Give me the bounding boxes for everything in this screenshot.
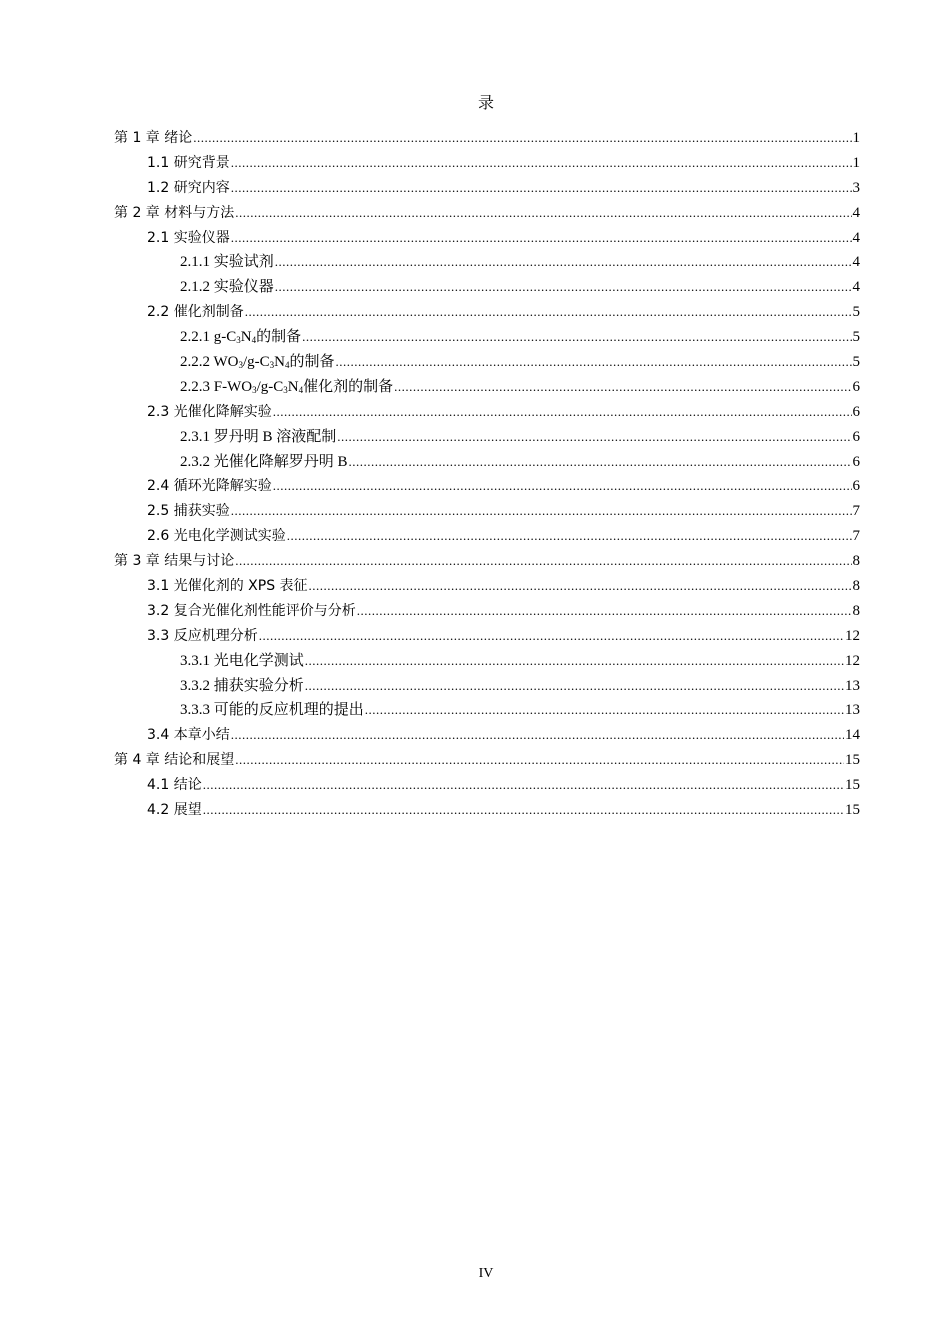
toc-entry-label (180, 425, 336, 450)
label-text: N (274, 354, 285, 371)
label-text: 3.3.1 光电化学测试 (180, 652, 304, 669)
toc-entry[interactable] (114, 300, 860, 325)
toc-entry-page: 12 (845, 652, 860, 669)
subscript: 4 (285, 360, 290, 371)
toc-entry[interactable] (114, 474, 860, 499)
toc-entry-page: 13 (845, 702, 860, 719)
label-text: 第 4 章 结论和展望 (114, 752, 235, 769)
toc-entry[interactable] (114, 201, 860, 226)
dot-leader (235, 748, 844, 773)
label-text: 2.2.2 WO (180, 354, 239, 371)
label-text: 2.2.3 F-WO (180, 378, 253, 395)
label-text: 第 3 章 结果与讨论 (114, 553, 235, 570)
toc-entry-page: 4 (852, 204, 860, 221)
toc-entry-page: 4 (852, 279, 860, 296)
toc-entry-page: 7 (852, 528, 860, 545)
label-text: 4.1 结论 (147, 777, 202, 794)
toc-entry-label (180, 674, 304, 699)
toc-entry-label (147, 151, 230, 176)
dot-leader (231, 151, 852, 176)
toc-entry-label (180, 250, 274, 275)
toc-entry-page: 12 (845, 627, 860, 644)
toc-entry[interactable] (114, 425, 860, 450)
label-text: 3.1 光催化剂的 XPS 表征 (147, 578, 308, 595)
toc-entry[interactable] (114, 748, 860, 773)
toc-entry[interactable] (114, 151, 860, 176)
dot-leader (275, 275, 852, 300)
toc-entry[interactable] (114, 350, 860, 375)
subscript: 3 (269, 360, 275, 371)
toc-entry-label (180, 649, 304, 674)
dot-leader (193, 126, 851, 151)
toc-entry[interactable] (114, 375, 860, 400)
label-text: 4.2 展望 (147, 802, 202, 819)
dot-leader (349, 450, 852, 475)
toc-entry[interactable] (114, 400, 860, 425)
label-text: 3.3.3 可能的反应机理的提出 (180, 702, 364, 719)
label-text: 的制备 (256, 329, 302, 346)
toc-entry[interactable] (114, 250, 860, 275)
label-text: 3.3.2 捕获实验分析 (180, 677, 304, 694)
toc-entry-label (147, 176, 230, 201)
toc-entry-label (180, 450, 348, 475)
toc-entry-page: 15 (845, 802, 860, 819)
subscript: 3 (283, 384, 288, 395)
toc-entry[interactable] (114, 549, 860, 574)
table-of-contents (114, 126, 860, 823)
label-text: 2.3.2 光催化降解罗丹明 B (180, 453, 348, 470)
dot-leader (365, 698, 844, 723)
toc-entry[interactable] (114, 126, 860, 151)
label-text: 2.2 催化剂制备 (147, 304, 244, 321)
label-text: 2.3.1 罗丹明 B 溶液配制 (180, 428, 337, 445)
toc-entry-page: 13 (845, 677, 860, 694)
toc-entry-label (180, 698, 364, 723)
toc-entry-label (147, 624, 258, 649)
dot-leader (305, 649, 844, 674)
toc-entry-page: 6 (852, 478, 860, 495)
toc-entry-page: 1 (852, 130, 860, 146)
toc-entry[interactable] (114, 524, 860, 549)
toc-entry[interactable] (114, 176, 860, 201)
toc-entry[interactable] (114, 773, 860, 798)
toc-entry-page: 4 (852, 229, 860, 246)
label-text: 3.3 反应机理分析 (147, 627, 258, 644)
toc-entry-label (147, 226, 230, 251)
toc-entry-label (147, 599, 356, 624)
label-text: 2.6 光电化学测试实验 (147, 528, 286, 545)
toc-entry-label (147, 474, 272, 499)
label-text: 2.5 捕获实验 (147, 503, 230, 520)
label-text: 2.3 光催化降解实验 (147, 403, 272, 420)
toc-entry[interactable] (114, 798, 860, 823)
label-text: 2.4 循环光降解实验 (147, 478, 272, 495)
toc-entry-page: 8 (852, 553, 860, 570)
dot-leader (309, 574, 852, 599)
toc-entry[interactable] (114, 325, 860, 350)
label-text: 第 1 章 绪论 (114, 130, 193, 146)
label-text: 第 2 章 材料与方法 (114, 204, 235, 221)
toc-entry-label (147, 574, 308, 599)
toc-entry[interactable] (114, 450, 860, 475)
label-text: 2.1 实验仪器 (147, 229, 230, 246)
toc-entry[interactable] (114, 226, 860, 251)
toc-entry-label (114, 126, 192, 151)
toc-entry[interactable] (114, 698, 860, 723)
label-text: /g-C (256, 378, 284, 395)
dot-leader (302, 325, 851, 350)
dot-leader (231, 499, 852, 524)
label-text: 2.2.1 g-C (180, 329, 237, 346)
toc-entry-label (114, 748, 234, 773)
label-text: 催化剂的制备 (303, 378, 394, 395)
dot-leader (357, 599, 852, 624)
subscript: 3 (236, 335, 241, 346)
page-title: 录 (477, 95, 494, 112)
toc-entry-label (180, 375, 393, 403)
dot-leader (394, 375, 851, 400)
toc-entry-page: 4 (852, 254, 860, 271)
dot-leader (305, 674, 844, 699)
label-text: 1.2 研究内容 (147, 179, 230, 196)
toc-entry[interactable] (114, 624, 860, 649)
toc-entry-page: 14 (845, 727, 860, 744)
label-text: N (287, 378, 299, 395)
subscript: 4 (251, 335, 257, 346)
page-number: IV (478, 1266, 494, 1281)
label-text: 3.4 本章小结 (147, 727, 230, 744)
label-text: 2.1.2 实验仪器 (180, 279, 274, 296)
subscript: 4 (298, 384, 304, 395)
toc-entry-page: 15 (845, 752, 860, 769)
dot-leader (287, 524, 852, 549)
subscript: 3 (252, 384, 257, 395)
dot-leader (245, 300, 852, 325)
toc-entry-page: 1 (852, 154, 860, 171)
toc-entry-page: 6 (852, 453, 860, 470)
toc-entry-page: 15 (845, 777, 860, 794)
toc-entry-page: 6 (852, 378, 860, 395)
toc-entry[interactable] (114, 499, 860, 524)
toc-entry-label (147, 300, 244, 325)
toc-entry[interactable] (114, 674, 860, 699)
dot-leader (273, 474, 852, 499)
label-text: 2.1.1 实验试剂 (180, 254, 274, 271)
toc-entry-page: 6 (852, 428, 860, 445)
toc-entry-page: 6 (852, 403, 860, 420)
toc-entry-label (147, 524, 286, 549)
toc-entry-label (180, 350, 335, 378)
toc-entry-label (180, 325, 301, 353)
dot-leader (203, 798, 844, 823)
toc-entry-page: 8 (852, 602, 860, 619)
dot-leader (235, 549, 851, 574)
toc-entry-label (147, 723, 230, 748)
toc-entry-label (114, 201, 234, 226)
toc-entry[interactable] (114, 574, 860, 599)
dot-leader (231, 723, 844, 748)
toc-entry-page: 8 (852, 578, 860, 595)
toc-entry-page: 5 (852, 304, 860, 321)
toc-entry-page: 7 (852, 503, 860, 520)
toc-entry-label (114, 549, 234, 574)
toc-entry[interactable] (114, 599, 860, 624)
dot-leader (231, 176, 852, 201)
label-text: N (240, 329, 252, 346)
toc-entry-label (147, 773, 202, 798)
dot-leader (231, 226, 852, 251)
toc-entry-label (147, 400, 272, 425)
toc-entry[interactable] (114, 723, 860, 748)
dot-leader (275, 250, 852, 275)
toc-entry-page: 3 (852, 179, 860, 196)
dot-leader (337, 425, 851, 450)
toc-entry[interactable] (114, 275, 860, 300)
dot-leader (203, 773, 844, 798)
toc-entry-page: 5 (852, 329, 860, 346)
toc-entry-label (180, 275, 274, 300)
dot-leader (336, 350, 852, 375)
toc-entry-label (147, 798, 202, 823)
label-text: 1.1 研究背景 (147, 154, 230, 171)
toc-entry[interactable] (114, 649, 860, 674)
label-text: /g-C (242, 354, 270, 371)
dot-leader (235, 201, 851, 226)
dot-leader (273, 400, 852, 425)
dot-leader (259, 624, 844, 649)
label-text: 3.2 复合光催化剂性能评价与分析 (147, 602, 356, 619)
toc-entry-page: 5 (852, 354, 860, 371)
toc-entry-label (147, 499, 230, 524)
label-text: 的制备 (289, 354, 335, 371)
subscript: 3 (238, 360, 243, 371)
